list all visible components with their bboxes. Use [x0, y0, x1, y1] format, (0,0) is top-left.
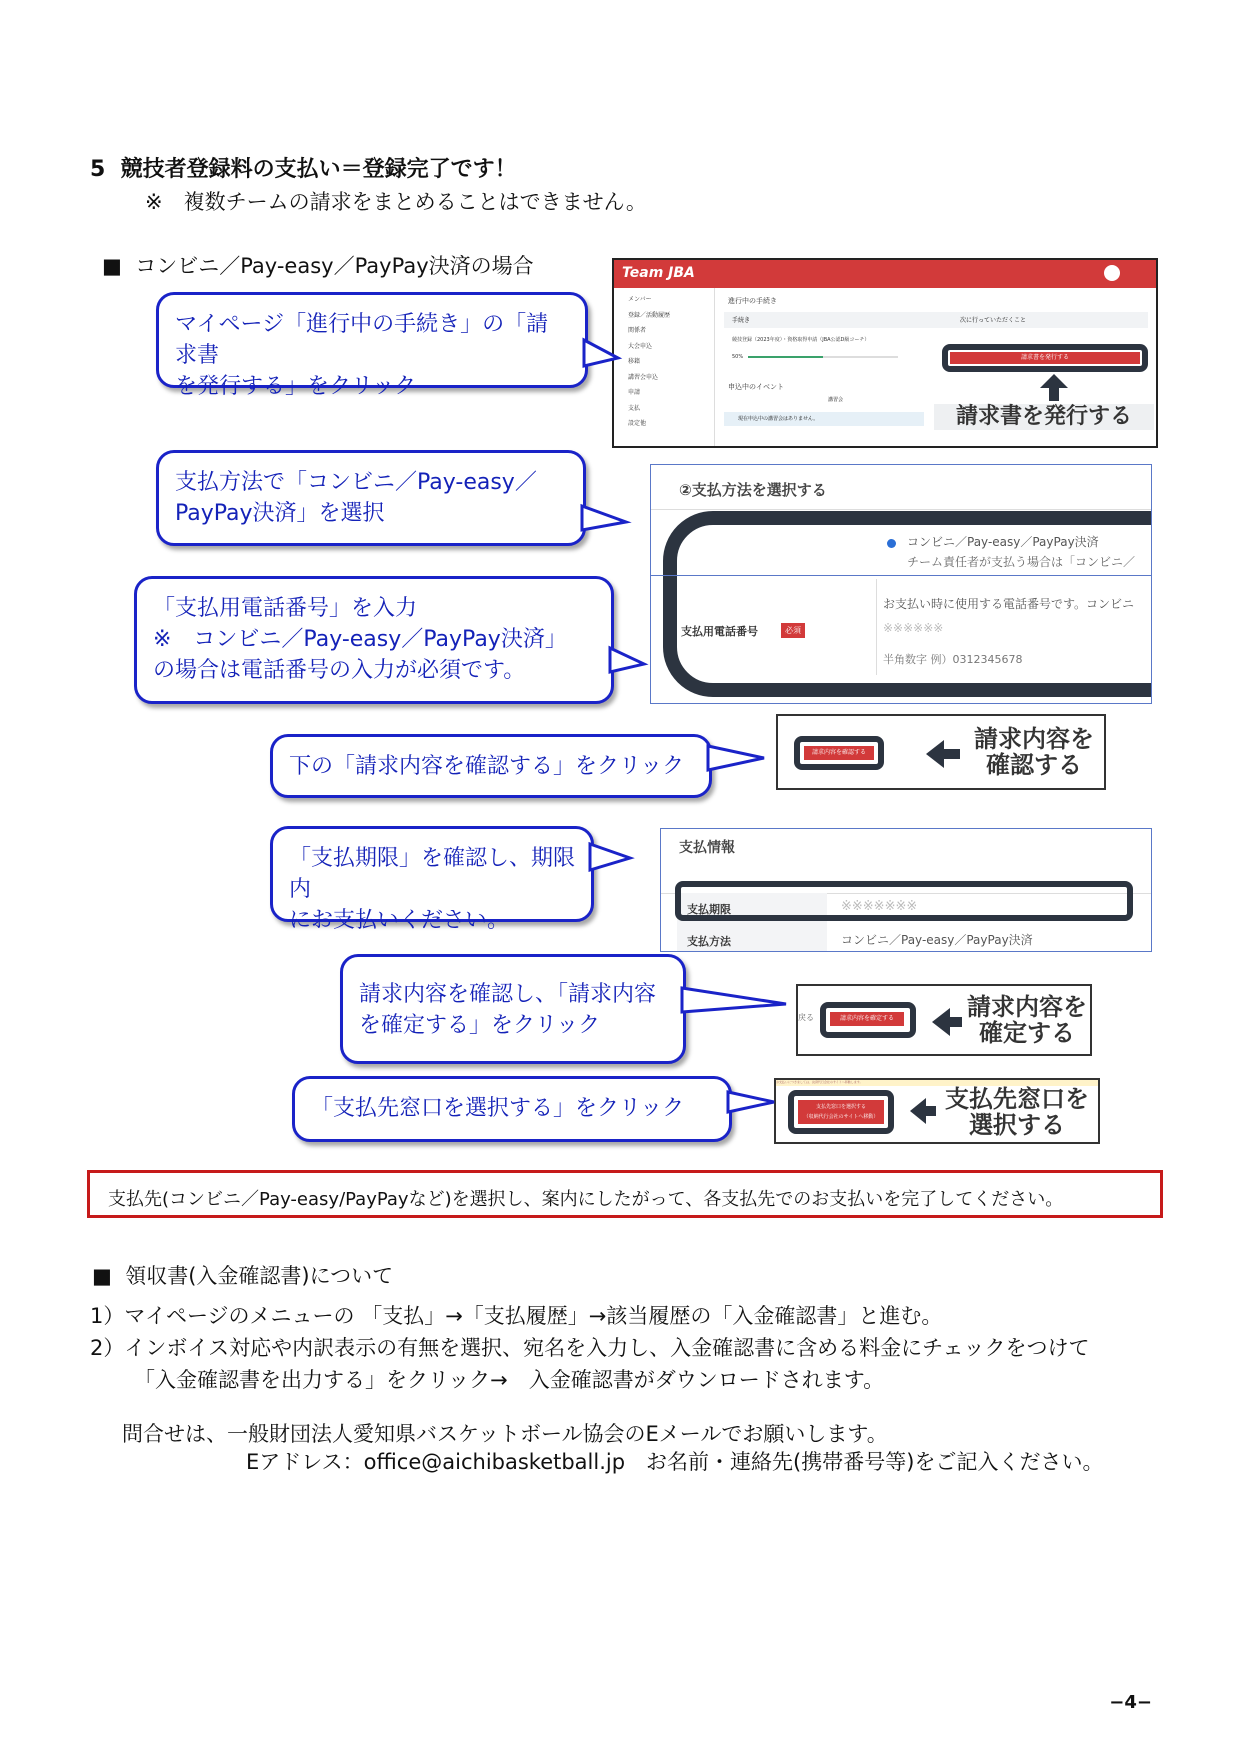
- events-empty: 現在申込中の講習会はありません。: [724, 412, 924, 426]
- step-1: 1）マイページのメニューの 「支払」→「支払履歴」→該当履歴の「入金確認書」と進む。: [90, 1304, 943, 1328]
- issue-invoice-button[interactable]: 請求書を発行する: [950, 352, 1140, 364]
- section-number: 5: [90, 157, 106, 182]
- phone-label: 支払用電話番号: [681, 625, 758, 638]
- button-line: 支払先窓口を選択する: [815, 1104, 866, 1110]
- sidebar-item[interactable]: 講習会申込: [628, 373, 659, 381]
- callout-bubble-4: [270, 734, 712, 798]
- screenshot-finalize: [796, 984, 1092, 1056]
- bubble-line: の場合は電話番号の入力が必須です。: [153, 658, 526, 683]
- label-line: 確定する: [979, 1019, 1075, 1047]
- label-line: 選択する: [969, 1111, 1065, 1139]
- bubble-tail: [728, 1090, 778, 1120]
- col-header: 次に行っていただくこと: [960, 317, 1027, 324]
- screenshot-confirm: [776, 714, 1106, 790]
- sidebar-item[interactable]: メンバー: [628, 296, 652, 303]
- bubble-line: マイページ「進行中の手続き」の「請求書: [175, 312, 549, 368]
- subsection-title: コンビニ／Pay-easy／PayPay決済の場合: [135, 254, 534, 278]
- table-header: [724, 312, 1148, 328]
- section-title: 競技者登録料の支払い＝登録完了です！: [120, 157, 517, 182]
- payment-option[interactable]: コンビニ／Pay-easy／PayPay決済: [907, 535, 1099, 549]
- bubble-line: 支払方法で「コンビニ／Pay-easy／: [175, 470, 537, 495]
- callout-bubble-2: [156, 450, 586, 546]
- notice-banner: お支払いにつきましては、決済代行会社のサイトへ移動します。: [776, 1080, 1100, 1086]
- bubble-tail: [584, 336, 624, 376]
- highlight-frame: [788, 1090, 894, 1134]
- bubble-line: 下の「請求内容を確認する」をクリック: [289, 754, 685, 779]
- callout-label: [964, 994, 1090, 1046]
- note-text: ※ 複数チームの請求をまとめることはできません。: [145, 190, 647, 214]
- bubble-tail: [610, 646, 650, 686]
- screenshot-payment-method: [650, 464, 1152, 704]
- button-line: （収納代行会社のサイトへ移動）: [803, 1114, 879, 1120]
- radio-selected[interactable]: [887, 539, 896, 548]
- app-logo: Team JBA: [622, 265, 695, 281]
- phone-input[interactable]: ※※※※※※: [883, 621, 944, 635]
- phone-help: お支払い時に使用する電話番号です。コンビニ: [883, 597, 1135, 611]
- payment-option-sub: チーム責任者が支払う場合は「コンビニ／: [907, 555, 1136, 569]
- highlight-frame: [820, 1002, 916, 1038]
- method-label: 支払方法: [687, 935, 731, 948]
- screenshot-select-counter: [774, 1078, 1100, 1144]
- callout-bubble-5: [270, 826, 594, 933]
- label-line: 確認する: [986, 751, 1082, 779]
- progress-bar: [748, 356, 898, 358]
- left-arrow-shaft: [948, 1017, 962, 1027]
- contact-line-2: Eアドレス：office@aichibasketball.jp お名前・連絡先(携帯番号等)をご記入ください。: [246, 1450, 1104, 1474]
- highlight-frame: [675, 881, 1133, 921]
- subsection-heading-receipt: [92, 1260, 393, 1290]
- sidebar-item[interactable]: 大会申込: [628, 342, 653, 350]
- app-header: [614, 260, 1158, 288]
- label-line: 請求内容を: [967, 993, 1087, 1021]
- screenshot-payment-info: [660, 828, 1152, 952]
- bubble-tail: [590, 842, 640, 882]
- screenshot-dashboard: [612, 258, 1158, 448]
- up-arrow-shaft: [1049, 387, 1059, 401]
- deadline-label: 支払期限: [687, 903, 731, 916]
- confirm-content-button[interactable]: 請求内容を確認する: [804, 746, 874, 760]
- bubble-tail: [582, 504, 632, 544]
- deadline-value: ※※※※※※※: [841, 899, 918, 914]
- highlight-frame: [942, 344, 1148, 372]
- bubble-tail: [708, 744, 768, 784]
- col-header: 手続き: [732, 317, 751, 324]
- step-2: 2）インボイス対応や内訳表示の有無を選択、宛名を入力し、入金確認書に含める料金にチェックをつけて: [90, 1336, 1090, 1360]
- callout-label: [964, 726, 1104, 778]
- sidebar-item[interactable]: 関係者: [628, 327, 647, 334]
- bubble-line: を確定する」をクリック: [359, 1013, 601, 1038]
- bubble-line: 請求内容を確認し、「請求内容: [359, 982, 657, 1007]
- bubble-line: 「支払先窓口を選択する」をクリック: [311, 1096, 685, 1121]
- sidebar: [614, 288, 715, 448]
- callout-bubble-1: [156, 292, 588, 399]
- step-2-cont: 「入金確認書を出力する」をクリック→ 入金確認書がダウンロードされます。: [134, 1368, 885, 1392]
- bubble-line: 「支払期限」を確認し、期限内: [289, 846, 576, 902]
- phone-hint: 半角数字 例）0312345678: [883, 653, 1023, 666]
- bubble-line: ※ コンビニ／Pay-easy／PayPay決済」: [153, 627, 567, 652]
- sidebar-item[interactable]: 支払: [628, 404, 641, 412]
- left-arrow-shaft: [942, 749, 960, 759]
- finalize-content-button[interactable]: 請求内容を確定する: [830, 1012, 904, 1026]
- callout-issue-invoice: 請求書を発行する: [934, 404, 1154, 430]
- bullet: ■: [92, 1264, 112, 1288]
- sidebar-item[interactable]: 登録／活動履歴: [628, 311, 671, 319]
- avatar: [1104, 265, 1120, 281]
- payment-info-title: 支払情報: [679, 840, 735, 856]
- sidebar-item[interactable]: 申請: [628, 389, 641, 396]
- section-heading: [90, 152, 517, 183]
- events-title: 申込中のイベント: [728, 383, 784, 391]
- page-number: −4−: [1109, 1692, 1152, 1713]
- up-arrow-icon: [1040, 374, 1068, 388]
- progress-label: 50%: [732, 354, 744, 360]
- subsection-title: 領収書(入金確認書)について: [125, 1264, 394, 1288]
- payment-notice-box: 支払先(コンビニ／Pay-easy/PayPayなど)を選択し、案内にしたがって、各支払先でのお支払いを完了してください。: [87, 1170, 1163, 1218]
- subsection-heading: [102, 250, 534, 280]
- back-button[interactable]: 戻る: [798, 1013, 814, 1022]
- bubble-tail: [682, 986, 792, 1026]
- left-arrow-shaft: [924, 1106, 936, 1116]
- callout-bubble-6: [340, 954, 686, 1064]
- callout-bubble-7: [292, 1076, 732, 1142]
- contact-line-1: 問合せは、一般財団法人愛知県バスケットボール協会のEメールでお願いします。: [122, 1422, 888, 1446]
- highlight-frame: [794, 736, 884, 770]
- bubble-line: を発行する」をクリック: [175, 374, 417, 399]
- callout-label: [936, 1086, 1098, 1138]
- method-value: コンビニ／Pay-easy／PayPay決済: [841, 933, 1033, 947]
- sidebar-item[interactable]: 設定他: [628, 420, 647, 427]
- step-title: ②支払方法を選択する: [679, 481, 827, 499]
- events-col: 講習会: [828, 397, 844, 403]
- panel-title: 進行中の手続き: [728, 297, 777, 305]
- sidebar-item[interactable]: 移籍: [628, 358, 641, 365]
- label-line: 支払先窓口を: [945, 1085, 1089, 1113]
- procedure-row: 競技登録（2023年度）・資格取得申請（JBA公認D級コーチ）: [732, 337, 870, 343]
- callout-bubble-3: [134, 576, 614, 704]
- required-badge: 必須: [781, 623, 805, 638]
- bubble-line: 「支払用電話番号」を入力: [153, 596, 418, 621]
- bullet: ■: [102, 254, 122, 278]
- bubble-line: にお支払いください。: [289, 908, 510, 933]
- bubble-line: PayPay決済」を選択: [175, 501, 385, 526]
- label-line: 請求内容を: [974, 725, 1094, 753]
